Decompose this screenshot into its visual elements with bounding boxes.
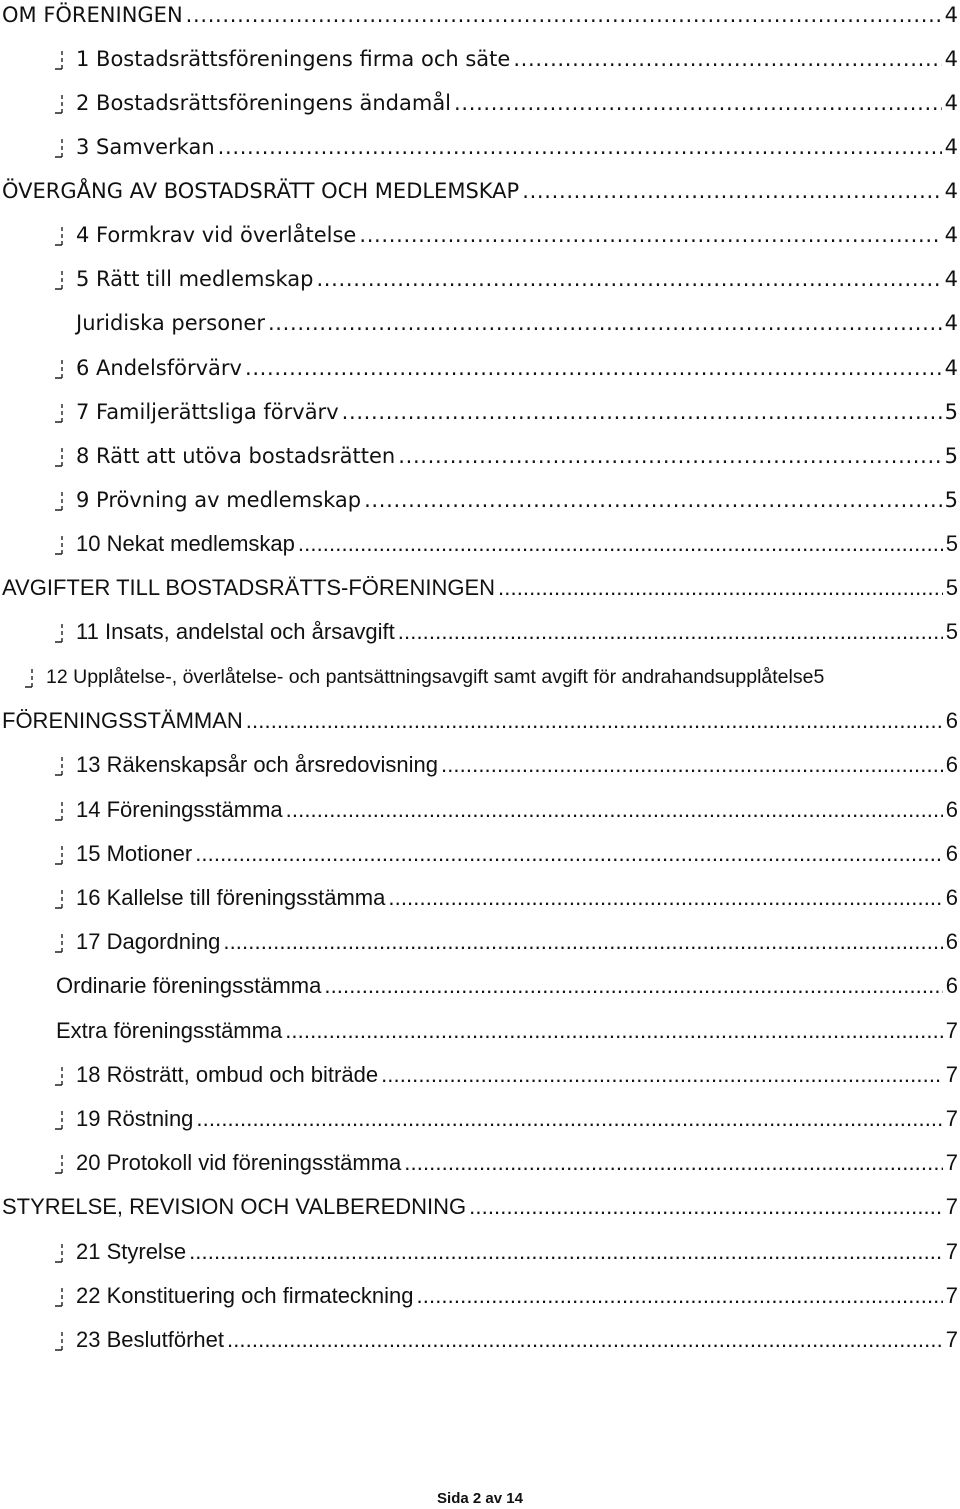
toc-entry[interactable] xyxy=(0,883,960,927)
toc-entry[interactable] xyxy=(0,88,960,132)
toc-entry[interactable] xyxy=(0,617,960,661)
toc-entry[interactable] xyxy=(0,485,960,529)
section-marker-icon xyxy=(54,270,63,290)
toc-page-number: 4 xyxy=(944,223,958,247)
section-marker-icon xyxy=(24,668,33,688)
toc-dot-leader xyxy=(522,176,941,206)
toc-dot-leader xyxy=(342,397,942,427)
toc-entry-line xyxy=(76,220,958,250)
toc-entry-title: 5 Rätt till medlemskap xyxy=(76,267,314,291)
toc-dot-leader xyxy=(227,1325,943,1355)
toc-entry-title: 7 Familjerättsliga förvärv xyxy=(76,400,339,424)
section-marker-icon xyxy=(54,1331,63,1351)
toc-entry-line xyxy=(76,617,958,647)
toc-entry-line xyxy=(76,397,958,427)
toc-dot-leader xyxy=(245,353,942,383)
toc-entry-line xyxy=(2,706,958,736)
toc-entry-line xyxy=(76,883,958,913)
toc-entry-title: 13 Räkenskapsår och årsredovisning xyxy=(76,752,438,777)
section-marker-icon xyxy=(54,535,63,555)
toc-entry-line xyxy=(76,927,958,957)
toc-entry-title: 22 Konstituering och firmateckning xyxy=(76,1283,414,1308)
toc-page-number: 4 xyxy=(944,135,958,159)
toc-entry-title: 9 Prövning av medlemskap xyxy=(76,488,362,512)
toc-entry-line xyxy=(76,795,958,825)
toc-entry-line xyxy=(76,1104,958,1134)
toc-page-number: 7 xyxy=(945,1150,958,1175)
toc-dot-leader xyxy=(189,1237,943,1267)
toc-page-number: 5 xyxy=(813,666,825,688)
toc-dot-leader xyxy=(417,1281,943,1311)
toc-entry-title: 1 Bostadsrättsföreningens firma och säte xyxy=(76,47,511,71)
toc-entry-line xyxy=(2,176,958,206)
section-marker-icon xyxy=(54,491,63,511)
toc-dot-leader xyxy=(454,88,942,118)
toc-entry[interactable] xyxy=(0,927,960,971)
toc-entry-title: 21 Styrelse xyxy=(76,1239,187,1264)
toc-heading[interactable] xyxy=(0,1192,960,1236)
toc-page-number: 4 xyxy=(944,267,958,291)
section-marker-icon xyxy=(54,756,63,776)
toc-page-number: 6 xyxy=(945,929,958,954)
toc-page-number: 4 xyxy=(944,356,958,380)
toc-page-number: 6 xyxy=(945,708,958,733)
section-marker-icon xyxy=(54,1110,63,1130)
toc-dot-leader xyxy=(218,132,942,162)
toc-dot-leader xyxy=(513,44,941,74)
section-marker-icon xyxy=(54,889,63,909)
toc-page-number: 4 xyxy=(944,179,958,203)
toc-entry-title: FÖRENINGSSTÄMMAN xyxy=(2,708,243,733)
toc-entry[interactable] xyxy=(0,44,960,88)
toc-dot-leader xyxy=(359,220,941,250)
section-marker-icon xyxy=(54,50,63,70)
toc-dot-leader xyxy=(196,1104,942,1134)
toc-entry-title: Juridiska personer xyxy=(76,311,265,335)
toc-dot-leader xyxy=(469,1192,943,1222)
toc-entry-line xyxy=(76,1325,958,1355)
toc-entry-line xyxy=(76,132,958,162)
section-marker-icon xyxy=(54,623,63,643)
toc-entry[interactable] xyxy=(0,1060,960,1104)
toc-entry[interactable] xyxy=(0,529,960,573)
toc-entry-line xyxy=(76,1060,958,1090)
toc-entry[interactable] xyxy=(0,1281,960,1325)
section-marker-icon xyxy=(54,226,63,246)
page-number-label: Sida 2 av 14 xyxy=(437,1490,523,1507)
toc-dot-leader xyxy=(441,750,943,780)
toc-page-number: 7 xyxy=(945,1018,958,1043)
section-marker-icon xyxy=(54,1154,63,1174)
toc-entry-line xyxy=(56,1016,958,1046)
toc-entry-line xyxy=(76,750,958,780)
section-marker-icon xyxy=(54,94,63,114)
toc-page-number: 4 xyxy=(944,311,958,335)
toc-entry-line xyxy=(76,839,958,869)
toc-entry-line xyxy=(76,44,958,74)
toc-page-number: 5 xyxy=(944,488,958,512)
toc-entry-title: 14 Föreningsstämma xyxy=(76,797,283,822)
toc-page-number: 5 xyxy=(945,531,958,556)
toc-dot-leader xyxy=(246,706,943,736)
toc-page-number: 4 xyxy=(944,3,958,27)
toc-entry[interactable] xyxy=(0,1148,960,1192)
section-marker-icon xyxy=(54,359,63,379)
toc-entry[interactable] xyxy=(0,750,960,794)
toc-page-number: 5 xyxy=(944,444,958,468)
toc-entry-title: 23 Beslutförhet xyxy=(76,1327,224,1352)
toc-entry-line xyxy=(76,529,958,559)
toc-dot-leader xyxy=(285,1016,943,1046)
toc-page-number: 4 xyxy=(944,47,958,71)
toc-entry-line xyxy=(76,485,958,515)
toc-dot-leader xyxy=(286,795,943,825)
toc-entry-title: Ordinarie föreningsstämma xyxy=(56,973,322,998)
toc-entry-line xyxy=(56,971,958,1001)
toc-dot-leader xyxy=(381,1060,943,1090)
toc-entry-title: Extra föreningsstämma xyxy=(56,1018,283,1043)
toc-dot-leader xyxy=(195,839,943,869)
toc-heading[interactable] xyxy=(0,0,960,44)
toc-page-number: 5 xyxy=(944,400,958,424)
toc-heading[interactable] xyxy=(0,308,960,352)
toc-entry-title: 8 Rätt att utöva bostadsrätten xyxy=(76,444,396,468)
toc-dot-leader xyxy=(268,308,942,338)
toc-heading[interactable] xyxy=(0,573,960,617)
toc-entry-title: 17 Dagordning xyxy=(76,929,221,954)
toc-entry-title: 19 Röstning xyxy=(76,1106,194,1131)
toc-page-number: 7 xyxy=(945,1239,958,1264)
toc-entry-title: STYRELSE, REVISION OCH VALBEREDNING xyxy=(2,1194,467,1219)
toc-entry[interactable] xyxy=(0,353,960,397)
toc-entry-title: 18 Rösträtt, ombud och biträde xyxy=(76,1062,379,1087)
toc-entry-title: OM FÖRENINGEN xyxy=(2,3,183,27)
toc-entry[interactable] xyxy=(0,662,960,706)
toc-page-number: 4 xyxy=(944,91,958,115)
toc-entry[interactable] xyxy=(0,795,960,839)
section-marker-icon xyxy=(54,1287,63,1307)
toc-entry-line xyxy=(76,308,958,338)
section-marker-icon xyxy=(54,845,63,865)
toc-entry-line xyxy=(76,88,958,118)
toc-dot-leader xyxy=(364,485,942,515)
page-footer xyxy=(0,1490,960,1508)
toc-entry-title: 20 Protokoll vid föreningsstämma xyxy=(76,1150,402,1175)
toc-page-number: 5 xyxy=(945,619,958,644)
toc-entry-title: AVGIFTER TILL BOSTADSRÄTTS-FÖRENINGEN xyxy=(2,575,496,600)
toc-entry-line xyxy=(2,1192,958,1222)
toc-entry-title: 2 Bostadsrättsföreningens ändamål xyxy=(76,91,452,115)
toc-page-number: 6 xyxy=(945,752,958,777)
toc-entry-line xyxy=(76,1281,958,1311)
toc-page-number: 6 xyxy=(945,885,958,910)
section-marker-icon xyxy=(54,403,63,423)
toc-entry-line xyxy=(2,573,958,603)
toc-dot-leader xyxy=(298,529,943,559)
toc-page-number: 7 xyxy=(945,1106,958,1131)
toc-entry[interactable] xyxy=(0,220,960,264)
section-marker-icon xyxy=(54,933,63,953)
toc-entry-title: 11 Insats, andelstal och årsavgift xyxy=(76,619,395,644)
toc-dot-leader xyxy=(223,927,942,957)
section-marker-icon xyxy=(54,1066,63,1086)
toc-entry-title: 15 Motioner xyxy=(76,841,193,866)
toc-entry-title: 6 Andelsförvärv xyxy=(76,356,242,380)
toc-heading[interactable] xyxy=(0,1016,960,1060)
toc-page-number: 6 xyxy=(945,841,958,866)
toc-heading[interactable] xyxy=(0,706,960,750)
toc-dot-leader xyxy=(398,441,941,471)
toc-entry-line xyxy=(76,1237,958,1267)
toc-page-number: 6 xyxy=(945,797,958,822)
toc-heading[interactable] xyxy=(0,176,960,220)
toc-dot-leader xyxy=(388,883,942,913)
toc-entry[interactable] xyxy=(0,1237,960,1281)
toc-dot-leader xyxy=(398,617,943,647)
toc-heading[interactable] xyxy=(0,971,960,1015)
toc-dot-leader xyxy=(498,573,943,603)
section-marker-icon xyxy=(54,801,63,821)
toc-dot-leader xyxy=(324,971,942,1001)
toc-entry[interactable] xyxy=(0,397,960,441)
toc-page-number: 7 xyxy=(945,1194,958,1219)
toc-entry-title: 4 Formkrav vid överlåtelse xyxy=(76,223,357,247)
toc-entry[interactable] xyxy=(0,441,960,485)
toc-entry-title: 3 Samverkan xyxy=(76,135,215,159)
toc-entry[interactable] xyxy=(0,839,960,883)
toc-entry-line xyxy=(76,1148,958,1178)
toc-entry-title: 12 Upplåtelse-, överlåtelse- och pantsättningsavgift samt avgift för andrahandsupplåtelse xyxy=(46,666,814,688)
section-marker-icon xyxy=(54,138,63,158)
toc-entry[interactable] xyxy=(0,264,960,308)
toc-entry-line xyxy=(46,662,958,692)
toc-entry-title: ÖVERGÅNG AV BOSTADSRÄTT OCH MEDLEMSKAP xyxy=(2,179,520,203)
toc-page-number: 5 xyxy=(945,575,958,600)
toc-entry-line xyxy=(2,0,958,30)
toc-page-number: 7 xyxy=(945,1283,958,1308)
toc-page-number: 7 xyxy=(945,1062,958,1087)
toc-entry-title: 10 Nekat medlemskap xyxy=(76,531,295,556)
toc-entry-line xyxy=(76,353,958,383)
toc-entry-line xyxy=(76,441,958,471)
toc-entry-title: 16 Kallelse till föreningsstämma xyxy=(76,885,386,910)
toc-entry[interactable] xyxy=(0,1104,960,1148)
section-marker-icon xyxy=(54,447,63,467)
toc-dot-leader xyxy=(316,264,941,294)
toc-dot-leader xyxy=(186,0,942,30)
section-marker-icon xyxy=(54,1243,63,1263)
toc-page-number: 6 xyxy=(945,973,958,998)
toc-page-number: 7 xyxy=(945,1327,958,1352)
toc-entry[interactable] xyxy=(0,132,960,176)
toc-dot-leader xyxy=(404,1148,942,1178)
toc-entry[interactable] xyxy=(0,1325,960,1369)
toc-entry-line xyxy=(76,264,958,294)
